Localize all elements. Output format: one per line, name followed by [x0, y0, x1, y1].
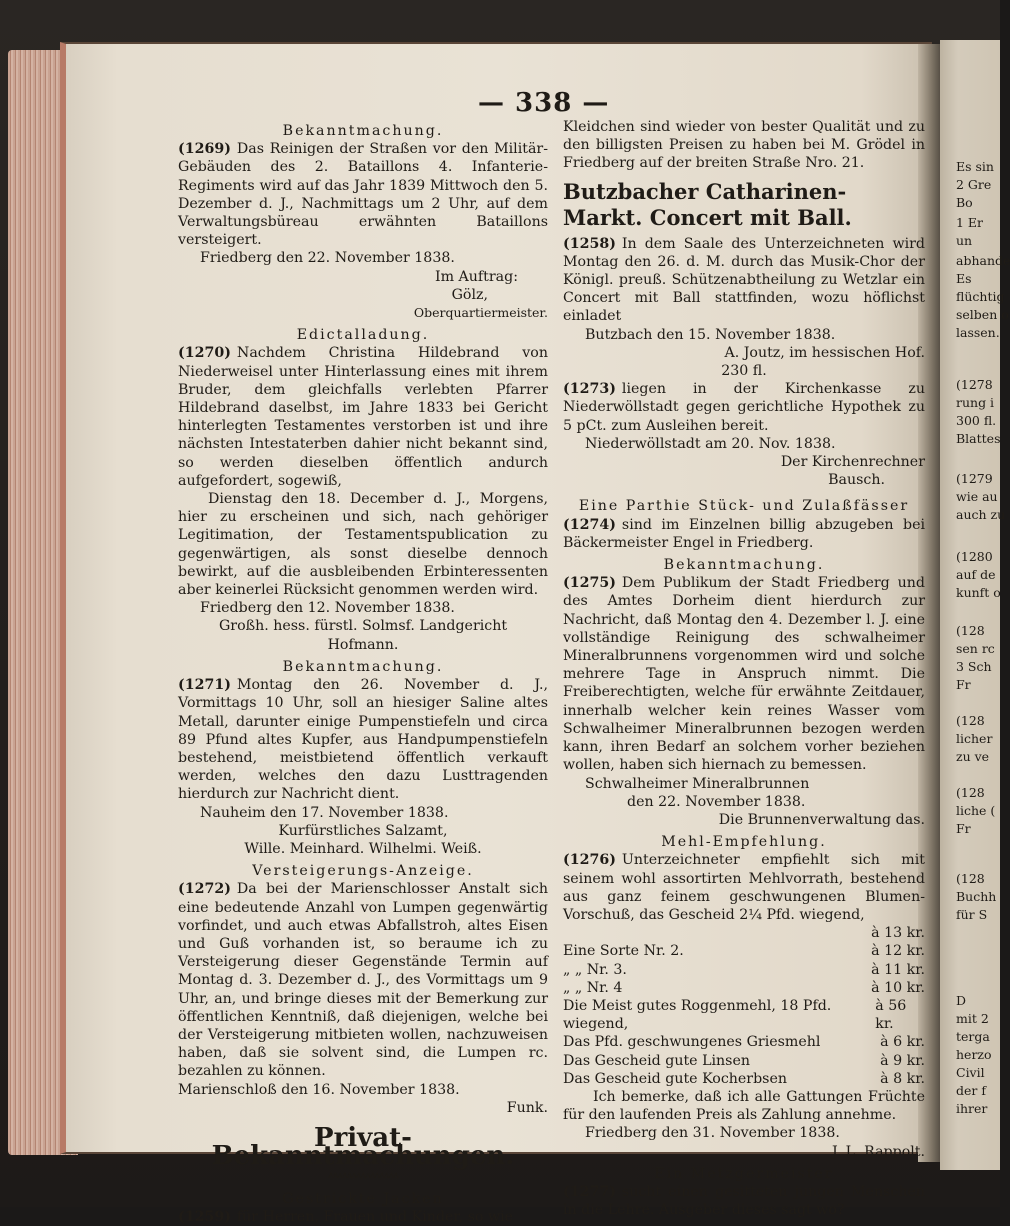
price-value: à 11 kr.: [871, 961, 925, 978]
notice-signature: Die Brunnenverwaltung das.: [718, 811, 925, 828]
notice-title: Edictalladung.: [296, 327, 430, 344]
notice-date: Niederwöllstadt am 20. Nov. 1838.: [585, 435, 836, 452]
next-page-text: mit 2: [956, 1011, 989, 1026]
next-page-text: auf de: [956, 567, 996, 582]
next-page-text: licher: [956, 731, 993, 746]
notice-title: Gestrickte Jacken: [282, 1190, 444, 1207]
price-row: [563, 961, 925, 979]
notice-date: den 22. November 1838.: [627, 793, 806, 810]
next-page-text: zu ve: [956, 749, 990, 764]
next-page-text: 2 Gre: [956, 177, 992, 192]
next-page-text: für S: [956, 907, 988, 922]
notice-body: Kleidchen sind wieder von bester Qualität und zu den billigsten Preisen zu haben bei M. Grödel in Friedberg auf der breiten Straße Nro. 21.: [563, 119, 925, 172]
notice-number: (1270): [178, 345, 231, 362]
price-item: Eine Sorte Nr. 2.: [563, 943, 684, 960]
price-value: à 12 kr.: [871, 943, 925, 960]
notice-date: Schwalheimer Mineralbrunnen: [585, 775, 810, 792]
notice-number: (1269): [178, 141, 231, 158]
price-value: à 10 kr.: [871, 979, 925, 996]
next-page-text: selben o: [956, 307, 1009, 322]
notice-date: Nauheim den 17. November 1838.: [200, 804, 449, 821]
notice-signature: Funk.: [506, 1099, 548, 1116]
notice-title: Versteigerungs-Anzeige.: [252, 863, 474, 880]
price-value: à 6 kr.: [880, 1034, 925, 1051]
next-page-text: (128: [956, 785, 985, 800]
next-page-text: wie au: [956, 489, 998, 504]
notice-signature: Oberquartiermeister.: [413, 305, 548, 321]
notice-amount: 230 fl.: [721, 363, 767, 380]
notice-body: Dienstag den 18. December d. J., Morgens, hier zu erscheinen und sich, nach gehöriger Legitimation, der Testamentspublication zu gegenwärtigen, als sonst dieselbe dennoch bewirkt, auf die ausbleibenden Erbinteressenten aber keinerlei Rücksicht genommen werden wird.: [178, 491, 548, 599]
price-value: à 56 kr.: [875, 997, 907, 1033]
notice-signature: Kurfürstliches Salzamt,: [278, 822, 448, 839]
price-row: [563, 1070, 925, 1088]
notice-number: (1271): [178, 677, 231, 694]
next-page-text: (1278: [956, 377, 993, 392]
next-page-text: (128: [956, 871, 985, 886]
notice-signature: Im Auftrag:: [434, 268, 518, 285]
right-column: [563, 118, 925, 1219]
next-page-text: sen rc: [956, 641, 995, 656]
price-list: [563, 924, 925, 1088]
price-row: [563, 1052, 925, 1070]
next-page-text: Buchh: [956, 889, 997, 904]
price-row: [563, 997, 925, 1033]
notice-number: (1258): [563, 235, 616, 252]
price-item: Die Meist gutes Roggenmehl, 18 Pfd. wiegend,: [563, 997, 832, 1033]
next-page-text: der f: [956, 1083, 986, 1098]
next-page-fragment: [940, 40, 1010, 1170]
next-page-text: 1 Er: [956, 215, 984, 230]
price-value: à 9 kr.: [880, 1052, 925, 1069]
notice-number: (1275): [563, 575, 616, 592]
next-page-text: Bo: [956, 195, 973, 210]
next-page-text: kunft o: [956, 585, 1001, 600]
notice-title: Eine Parthie Stück- und Zulaßfässer: [578, 498, 910, 515]
notice-signature: J. L. Rappolt.: [832, 1143, 925, 1160]
next-page-text: Fr: [956, 677, 971, 692]
notice-body: Ich bemerke, daß ich alle Gattungen Früchte für den laufenden Preis als Zahlung annehme.: [563, 1088, 925, 1124]
next-page-text: herzo: [956, 1047, 992, 1062]
notice-date: Friedberg den 22. November 1838.: [200, 250, 455, 267]
notice-body: (1271) Montag den 26. November d. J., Vormittags 10 Uhr, soll an hiesiger Saline altes Metall, darunter einige Pumpenstiefeln und circa 89 Pfund altes Kupfer, aus Handpumpenstiefeln bestehend, meistbietend öffentlich verkauft werden, welches den dazu Lusttragenden hierdurch zur Nachricht dient.: [178, 677, 548, 803]
notice-signature: Hofmann.: [327, 636, 399, 653]
notice-title: Ein Metzgermeister: [654, 1165, 834, 1182]
price-row: [563, 1033, 925, 1051]
price-item: Das Gescheid gute Linsen: [563, 1052, 750, 1069]
price-row: [563, 979, 925, 997]
notice-body: (1272) Da bei der Marienschlosser Anstalt sich eine bedeutende Anzahl von Lumpen gegenwärtig vorfindet, und auch etwas Abfallstroh, altes Eisen und Guß vorhanden ist, so beraume ich zu Versteigerung dieser Gegenstände Termin auf Montag d. 3. Dezember d. J., des Vormittags um 9 Uhr, an, und bringe dieses mit der Bemerkung zur öffentlichen Kenntniß, daß diejenigen, welche bei der Versteigerung mitbieten wollen, nachzuweisen haben, daß sie solvent sind, die Lumpen rc. bezahlen zu können.: [178, 881, 548, 1080]
notice-number: (1272): [178, 881, 231, 898]
notice-title: Bekanntmachung.: [282, 123, 444, 139]
next-page-text: 300 fl.: [956, 413, 997, 428]
notice-title: Bekanntmachung.: [663, 557, 825, 574]
notice-signature: Großh. hess. fürstl. Solmsf. Landgericht: [218, 618, 508, 635]
notice-date: Friedberg den 31. November 1838.: [585, 1125, 840, 1142]
price-item: „ „ Nr. 3.: [563, 961, 627, 978]
notice-body: (1275) Dem Publikum der Stadt Friedberg und des Amtes Dorheim dient hierdurch zur Nachricht, daß Montag den 4. Dezember l. J. eine vollständige Reinigung des schwalheimer Mineralbrunnens vorgenommen wird und solche mehrere Tage in Anspruch nimmt. Die Freiberechtigten, welche für erwähnte Zeitdauer, innerhalb welcher kein reines Wasser vom Schwalheimer Mineralbrunnen bezogen werden kann, ihren Bedarf an solchem vorher beziehen wollen, haben sich hiernach zu bemessen.: [563, 575, 925, 774]
next-page-text: D: [956, 993, 967, 1008]
ornament-divider: ʌʌʌʌʌʌʌʌʌʌʌʌʌʌʌ: [328, 1170, 398, 1182]
next-page-text: Es sin: [956, 159, 994, 174]
price-value: à 13 kr.: [871, 925, 925, 942]
next-page-text: (1280: [956, 549, 993, 564]
notice-title: Mehl-Empfehlung.: [661, 834, 827, 851]
next-page-text: (128: [956, 713, 985, 728]
notice-signature: A. Joutz, im hessischen Hof.: [724, 344, 925, 361]
notice-number: (1259): [178, 1208, 231, 1225]
notice-date: Friedberg den 12. November 1838.: [200, 600, 455, 617]
price-item: Das Gescheid gute Kocherbsen: [563, 1070, 787, 1087]
price-row: [563, 942, 925, 960]
next-page-text: flüchtig: [956, 289, 1005, 304]
notice-signature: Gölz,: [451, 286, 488, 303]
notice-signature: Der Kirchenrechner: [780, 454, 925, 471]
notice-number: (1273): [563, 381, 616, 398]
price-item: „ „ Nr. 4: [563, 979, 623, 996]
next-page-text: (1279: [956, 471, 993, 486]
notice-body: (1274) sind im Einzelnen billig abzugeben bei Bäckermeister Engel in Friedberg.: [563, 516, 925, 551]
next-page-text: Es: [956, 271, 972, 286]
next-page-text: 3 Sch: [956, 659, 992, 674]
notice-headline: Butzbacher Catharinen-Markt. Concert mit Ball.: [563, 178, 852, 230]
next-page-text: auch zu: [956, 507, 1006, 522]
section-title: Privat-Bekanntmachungen.: [211, 1122, 515, 1172]
notice-signature: Bausch.: [828, 472, 885, 489]
notice-number: (1276): [563, 852, 616, 869]
notice-date: Marienschloß den 16. November 1838.: [178, 1081, 460, 1098]
price-row: [563, 924, 925, 942]
notice-body: (1269) Das Reinigen der Straßen vor den Militär-Gebäuden des 2. Bataillons 4. Infanterie-Regiments wird auf das Jahr 1839 Mittwoch den 5. Dezember d. J., Nachmittags um 2 Uhr, auf dem Verwaltungsbüreau erwähnten Bataillons versteigert.: [178, 141, 548, 249]
page-number: — 338 —: [478, 88, 610, 118]
notice-body: (1270) Nachdem Christina Hildebrand von Niederweisel unter Hinterlassung eines mit ihrem Bruder, dem gleichfalls verlebten Pfarrer Hildebrand daselbst, im Jahre 1833 bei Gericht hinterlegten Testamentes verstorben ist und ihre nächsten Intestaterben dahier nicht bekannt sind, so werden dieselben öffentlich andurch aufgefordert, sogewiß,: [178, 345, 548, 489]
price-item: Das Pfd. geschwungenes Griesmehl: [563, 1034, 821, 1051]
notice-signature: Wille. Meinhard. Wilhelmi. Weiß.: [244, 840, 482, 857]
next-page-text: liche (: [956, 803, 996, 818]
notice-title: Bekanntmachung.: [282, 658, 444, 675]
next-page-text: Fr: [956, 821, 971, 836]
next-page-text: Civil: [956, 1065, 985, 1080]
next-page-text: rung i: [956, 395, 995, 410]
next-page-text: un: [956, 233, 973, 248]
notice-number: (1274): [563, 516, 616, 533]
next-page-text: terga: [956, 1029, 990, 1044]
notice-body: (1259) für Herren, Frauen und Kinder, so wie: [178, 1208, 514, 1225]
notice-body: (1273) liegen in der Kirchenkasse zu Niederwöllstadt gegen gerichtliche Hypothek zu 5 pCt. zum Ausleihen bereit.: [563, 381, 925, 434]
next-page-text: Blattes: [956, 431, 1001, 446]
notice-body: (1277) sucht einen gesitteten jungen Menschen in die Lehre. Ausgeber dieses sagt wo?: [563, 1183, 925, 1219]
notice-number: (1277): [563, 1183, 616, 1200]
notice-body: (1276) Unterzeichneter empfiehlt sich mit seinem wohl assortirten Mehlvorrath, bestehend aus ganz feinem geschwungenen Blumen-Vorschuß, das Gescheid 2¼ Pfd. wiegend,: [563, 852, 925, 923]
notice-date: Butzbach den 15. November 1838.: [585, 326, 836, 343]
left-column: [178, 118, 548, 1226]
notice-body: (1258) In dem Saale des Unterzeichneten wird Montag den 26. d. M. durch das Musik-Chor der Königl. preuß. Schützenabtheilung zu Wetzlar ein Concert mit Ball stattfinden, wozu höflichst einladet: [563, 235, 925, 325]
next-page-text: abhande: [956, 253, 1010, 268]
next-page-text: (128: [956, 623, 985, 638]
price-value: à 8 kr.: [880, 1070, 925, 1087]
next-page-text: lassen.: [956, 325, 1000, 340]
next-page-text: ihrer: [956, 1101, 988, 1116]
